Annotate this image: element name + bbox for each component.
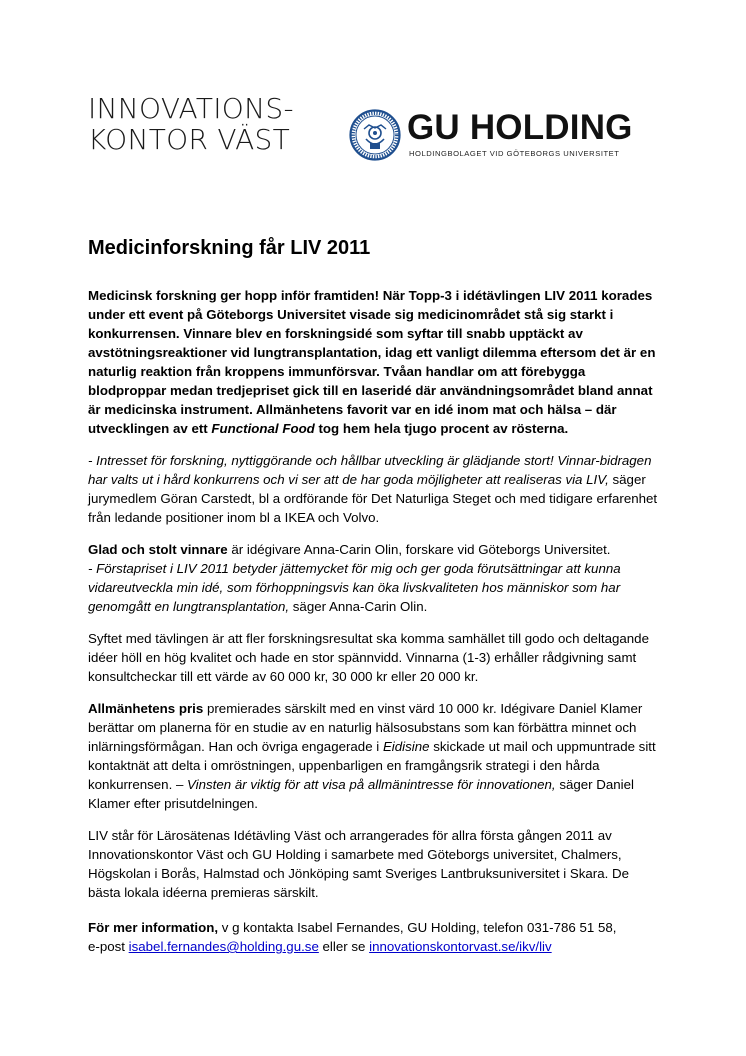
public-prize-heading: Allmänhetens pris [88,701,204,716]
winner-heading: Glad och stolt vinnare [88,542,228,557]
gu-holding-subtitle: HOLDINGBOLAGET VID GÖTEBORGS UNIVERSITET [409,149,620,158]
lead-paragraph [88,286,663,438]
winner-paragraph [88,540,663,616]
public-prize-paragraph [88,699,663,813]
contact-heading: För mer information, [88,920,219,935]
public-prize-text-c: säger Daniel Klamer efter prisutdelningen. [88,777,634,811]
gu-holding-name: GU HOLDING [407,108,633,147]
gu-holding-logo [349,107,649,167]
page-header [0,0,746,190]
ikv-logo-line-1: INNOVATIONS- [88,92,294,125]
lead-text-2: tog hem hela tjugo procent av rösterna. [314,421,569,436]
contact-text-a: v g kontakta Isabel Fernandes, GU Holding, telefon 031-786 51 58, [218,920,617,935]
ikv-logo-line-2: KONTOR VÄST [88,123,291,156]
about-liv-paragraph: LIV står för Lärosätenas Idétävling Väst och arrangerades för allra första gången 2011 av Innovationskontor Väst och GU Holding i samarbete med Göteborgs universitet, Chalmers, Högskolan i Borås, Halmstad och Jönköping samt Sveriges Lantbruksuniversitet i Skara. De bästa lokala idéerna premieras särskilt. [88,828,629,900]
purpose-paragraph: Syftet med tävlingen är att fler forskningsresultat ska komma samhället till godo och deltagande idéer höll en hög kvalitet och hade en stor spännvidd. Vinnarna (1-3) erhåller rådgivning samt konsultcheckar till ett värde av 60 000 kr, 30 000 kr eller 20 000 kr. [88,631,649,684]
public-prize-text-b: skickade ut mail och uppmuntrade sitt kontaktnät att delta i omröstningen, uppenbarligen en framgångsrik strategi i den hårda konkurrensen. – [88,739,656,792]
klamer-quote: Vinsten är viktig för att visa på allmänintresse för innovationen, [187,777,556,792]
winner-quote: - Förstapriset i LIV 2011 betyder jättemycket för mig och ger goda förutsättningar att kunna vidareutveckla min idé, som förhoppningsvis kan öka livskvaliteten hos människor som har genomgått en lungtransplantation, [88,561,621,614]
article-body [88,236,663,915]
public-prize-text-a: premierades särskilt med en vinst värd 10 000 kr. Idégivare Daniel Klamer berättar om planerna för en studie av en naturlig hälsosubstans som kan förbättra minnet och inlärningsförmågan. Han och övriga engagerade i [88,701,643,754]
innovationskontor-vast-logo [88,93,294,155]
university-seal-icon [349,109,401,161]
winner-attribution: säger Anna-Carin Olin. [289,599,428,614]
contact-text-b: e-post [88,939,129,954]
contact-text-c: eller se [318,939,370,954]
eidisine-name: Eidisine [382,739,430,754]
article-title: Medicinforskning får LIV 2011 [88,237,371,259]
lead-italic: Functional Food [211,421,315,436]
contact-info [88,918,663,956]
jury-quote: - Intresset för forskning, nyttiggörande och hållbar utveckling är glädjande stort! Vinnar-bidragen har valts ut i hård konkurrens och vi ser att de har goda möjligheter att realiseras via LIV, [88,453,652,487]
jury-attribution: säger jurymedlem Göran Carstedt, bl a ordförande för Det Naturliga Steget och med tidigare erfarenhet från ledande positioner inom bl a IKEA och Volvo. [88,472,658,525]
email-link[interactable]: isabel.fernandes@holding.gu.se [128,939,319,954]
winner-intro: är idégivare Anna-Carin Olin, forskare vid Göteborgs Universitet. [227,542,611,557]
quote-paragraph-jury [88,451,663,527]
lead-text-1: Medicinsk forskning ger hopp inför framtiden! När Topp-3 i idétävlingen LIV 2011 korades under ett event på Göteborgs Universitet visade sig medicinområdet stå sig starkt i konkurrensen. Vinnare blev en forskningsidé som syftar till snabb upptäckt av avstötningsreaktioner vid lungtransplantation, idag ett vanligt dilemma eftersom det är en naturlig reaktion från kroppens immunförsvar. Tvåan handlar om att förebygga blodproppar medan tredjepriset gick till en laseridé där användningsområdet bland annat är medicinska instrument. Allmänhetens favorit var en idé inom mat och hälsa – där utvecklingen av ett [88,288,656,436]
website-link[interactable]: innovationskontorvast.se/ikv/liv [369,939,552,954]
